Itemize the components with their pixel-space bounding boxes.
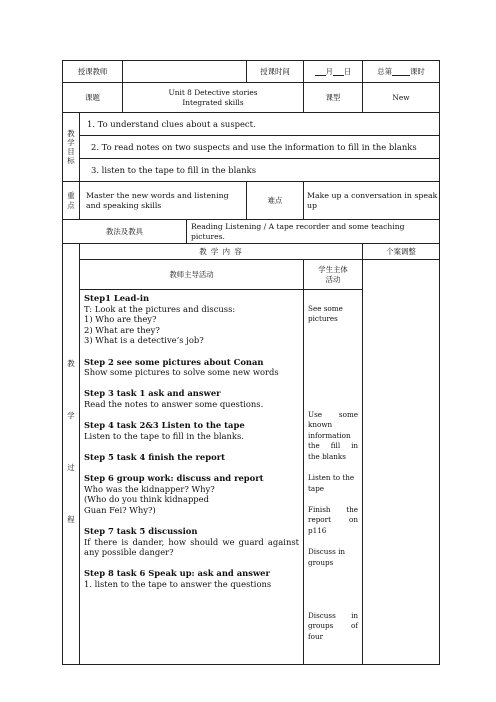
spacer-line <box>308 600 358 611</box>
adjust-column <box>363 260 440 665</box>
spacer-line <box>308 399 358 410</box>
step-heading: Step 7 task 5 discussion <box>84 526 198 537</box>
header-row-topic <box>63 83 440 113</box>
activity-line: Guan Fei? Why?) <box>84 504 156 515</box>
spacer-line <box>84 441 299 452</box>
key-points-label-char: 重 <box>67 191 75 201</box>
spacer-line <box>308 335 358 346</box>
spacer-line <box>308 325 358 336</box>
activity-line: T: Look at the pictures and discuss: <box>84 303 236 314</box>
step-heading: Step1 Lead-in <box>84 293 150 303</box>
total-suffix: 课时 <box>410 66 425 76</box>
process-side-char: 程 <box>67 515 75 524</box>
activity-line: any possible danger? <box>84 547 174 558</box>
teacher-value <box>123 61 247 83</box>
methods-content: Reading Listening / A tape recorder and some teaching pictures. <box>187 220 440 244</box>
content-header: 教 学 内 容 <box>80 244 363 260</box>
total-blank <box>392 67 410 76</box>
student-header-line-2: 活动 <box>325 274 341 284</box>
process-side-char: 学 <box>67 411 75 420</box>
topic-line-2: Integrated skills <box>182 97 244 107</box>
adjust-header: 个案调整 <box>363 244 440 260</box>
teacher-activity-header: 教师主导活动 <box>80 260 304 290</box>
process-subheader-row <box>63 260 440 290</box>
spacer-line <box>308 357 358 368</box>
activity-line: 1. listen to the tape to answer the questions <box>84 579 272 590</box>
topic-label: 课题 <box>63 83 123 113</box>
total-prefix: 总第 <box>377 66 393 76</box>
objectives-label-char: 教 <box>67 128 75 138</box>
total-lessons <box>363 61 440 83</box>
key-points-label <box>63 182 80 220</box>
activity-line: If there is dander, how should we guard against <box>84 536 300 547</box>
objectives-label-char: 学 <box>67 137 75 147</box>
process-side-label <box>63 244 80 665</box>
spacer-line <box>308 643 358 654</box>
objective-item: 1. To understand clues about a suspect. <box>87 119 256 129</box>
activity-line: 2) What are they? <box>84 324 160 335</box>
objectives-list <box>80 113 440 182</box>
spacer-line <box>308 378 358 389</box>
student-activity-line: information the fill in <box>308 430 359 451</box>
activity-line: Show some pictures to solve some new words <box>84 367 279 378</box>
student-activity-line: four <box>308 632 324 641</box>
teacher-activities <box>80 290 304 665</box>
spacer-line <box>84 378 299 389</box>
spacer-line <box>308 568 358 579</box>
spacer-line <box>308 537 358 548</box>
spacer-line <box>84 515 299 526</box>
activity-line: Read the notes to answer some questions. <box>84 398 264 409</box>
type-value: New <box>363 83 440 113</box>
spacer-line <box>84 558 299 569</box>
student-activity-line: See some pictures <box>308 303 343 324</box>
header-row-teacher <box>63 61 440 83</box>
spacer-line <box>308 346 358 357</box>
student-activity-line: Use some known <box>308 409 359 430</box>
month-blank <box>315 67 326 76</box>
key-points-label-char: 点 <box>67 200 75 210</box>
student-activity-line: Listen to the tape <box>308 473 355 493</box>
time-value <box>304 61 363 83</box>
key-points-content: Master the new words and listening and speaking skills <box>80 182 247 220</box>
spacer-line <box>308 463 358 474</box>
objectives-row <box>63 113 440 182</box>
step-heading: Step 5 task 4 finish the report <box>84 451 225 462</box>
objectives-label-char: 标 <box>67 156 75 166</box>
step-heading: Step 6 group work: discuss and report <box>84 473 264 484</box>
lesson-plan-table <box>62 60 440 665</box>
difficulty-content: Make up a conversation in speak up <box>304 182 440 220</box>
activity-line: Who was the kidnapper? Why? <box>84 483 215 494</box>
topic-value <box>123 83 304 113</box>
methods-row <box>63 220 440 244</box>
step-heading: Step 2 see some pictures about Conan <box>84 356 264 367</box>
student-activities <box>304 290 363 665</box>
day-label: 日 <box>344 66 352 76</box>
spacer-line <box>308 293 358 304</box>
student-activity-line: Discuss in groups of <box>308 610 359 631</box>
activity-line: Listen to the tape to fill in the blanks. <box>84 430 244 441</box>
difficulty-label: 难点 <box>247 182 304 220</box>
spacer-line <box>84 463 299 474</box>
objectives-label-char: 目 <box>67 147 75 156</box>
time-label: 授课时间 <box>247 61 304 83</box>
process-side-char: 过 <box>67 463 75 472</box>
process-header-row <box>63 244 440 260</box>
methods-label: 教法及教具 <box>63 220 187 244</box>
spacer-line <box>84 410 299 421</box>
spacer-line <box>308 367 358 378</box>
student-activity-line: the blanks <box>308 451 346 461</box>
student-activity-header <box>304 260 363 290</box>
topic-line-1: Unit 8 Detective stories <box>168 88 258 98</box>
spacer-line <box>308 590 358 601</box>
type-label: 课型 <box>304 83 363 113</box>
spacer-line <box>84 346 299 357</box>
activity-line: 1) Who are they? <box>84 314 157 325</box>
spacer-line <box>308 388 358 399</box>
activity-line: (Who do you think kidnapped <box>84 494 209 505</box>
process-side-char: 教 <box>67 359 75 368</box>
spacer-line <box>308 579 358 590</box>
teacher-activity-lines <box>84 293 299 590</box>
student-activity-line: Finish the report on <box>308 504 359 525</box>
step-heading: Step 8 task 6 Speak up: ask and answer <box>84 568 270 579</box>
student-activity-lines <box>308 293 358 664</box>
activity-line: 3) What is a detective’s job? <box>84 335 204 346</box>
step-heading: Step 3 task 1 ask and answer <box>84 388 221 399</box>
student-activity-line: p116 <box>308 526 327 536</box>
teacher-label: 授课教师 <box>63 61 123 83</box>
student-activity-line: Discuss in groups <box>308 547 346 567</box>
student-header-line-1: 学生主体 <box>318 265 348 275</box>
day-blank <box>333 67 344 76</box>
key-points-row <box>63 182 440 220</box>
month-label: 月 <box>325 66 334 76</box>
objective-item: 2. To read notes on two suspects and use the information to fill in the blanks <box>80 135 439 158</box>
spacer-line <box>308 653 358 664</box>
spacer-line <box>308 494 358 505</box>
objectives-label <box>63 113 80 182</box>
step-heading: Step 4 task 2&3 Listen to the tape <box>84 420 245 431</box>
objective-item: 3. listen to the tape to fill in the blanks <box>80 158 439 181</box>
